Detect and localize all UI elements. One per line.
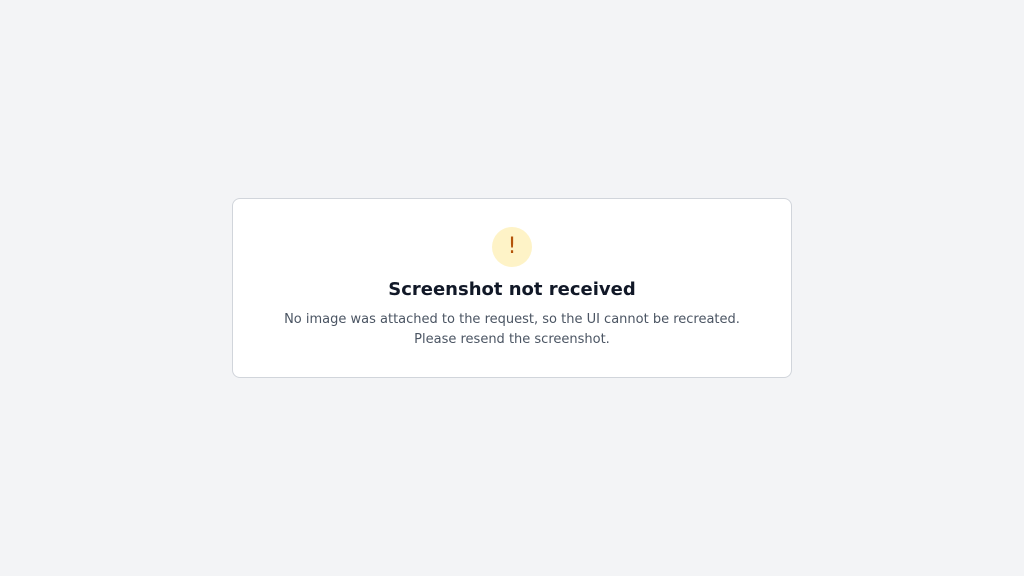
notice-message: No image was attached to the request, so the UI cannot be recreated. Please resend the screenshot. bbox=[284, 312, 740, 347]
warning-icon: ! bbox=[492, 227, 532, 267]
notice-title: Screenshot not received bbox=[388, 279, 636, 300]
notice-card bbox=[232, 198, 792, 378]
